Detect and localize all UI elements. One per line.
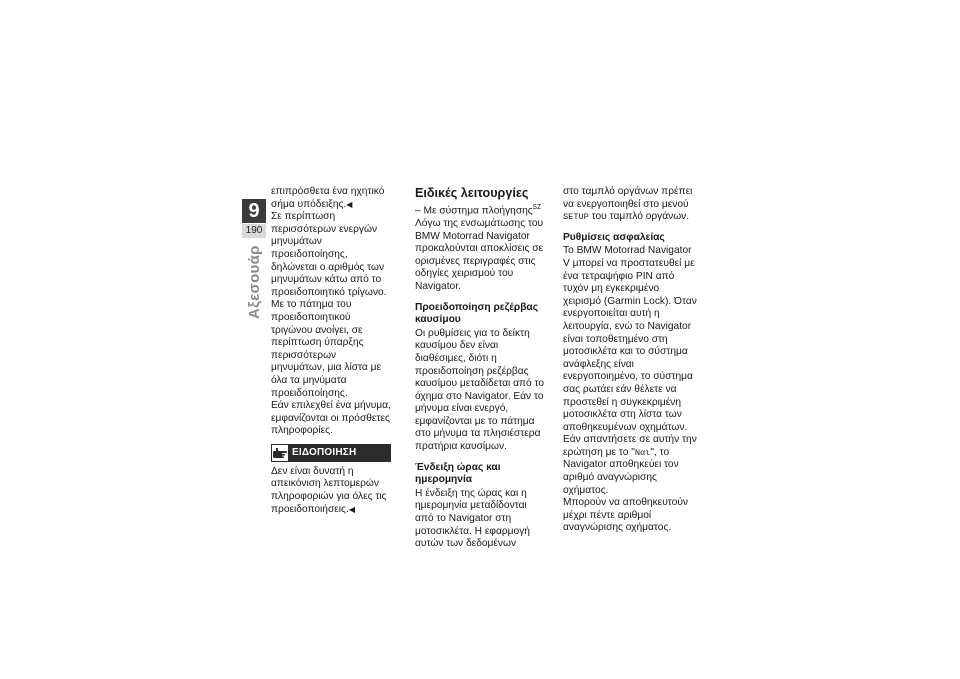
- column-1: [271, 186, 391, 516]
- heading-fuel-warning: Προειδοποίηση ρεζέρβας καυσίμου: [415, 301, 538, 326]
- column-2: [415, 186, 547, 551]
- end-mark: ◀: [348, 504, 355, 514]
- paragraph: Το BMW Motorrad Navigator V μπορεί να προστατευθεί με ένα τετραψήφιο PIN από τυχόν μη εγκεκριμένο χειρισμό (Garmin Lock). Όταν ενεργοποιείται αυτή η λειτουργία, ενώ το Navigator είναι τοποθετημένο στη μοτοσικλέτα και το σύστημα ανάφλεξης είναι ενεργοποιημένο, το σύστημα σας ρωτάει εάν θέλετε να προστεθεί η συγκεκριμένη μοτοσικλέτα στη λίστα των αποθηκευμένων οχημάτων. Εάν απαντήσετε σε αυτήν την ερώτηση με το "Ναι", το Navigator αποθηκεύει τον αριθμό αναγνώρισης οχήματος.: [563, 245, 697, 496]
- heading-safety-settings: Ρυθμίσεις ασφαλείας: [563, 231, 665, 243]
- paragraph: στο ταμπλό οργάνων πρέπει να ενεργοποιηθεί στο μενού SETUP του ταμπλό οργάνων.: [563, 186, 693, 223]
- heading-time-date: Ένδειξη ώρας και ημερομηνία: [415, 461, 501, 486]
- chapter-side-label: Αξεσουάρ: [246, 245, 263, 319]
- menu-name: SETUP: [563, 212, 589, 223]
- answer-yes: Ναι: [634, 447, 651, 458]
- notice-text: Δεν είναι δυνατή η απεικόνιση λεπτομερών πληροφοριών για όλες τις προειδοποιήσεις.◀: [271, 465, 387, 515]
- chapter-number: 9: [242, 199, 266, 223]
- paragraph: Η ένδειξη της ώρας και η ημερομηνία μεταδίδονται από το Navigator στη μοτοσικλέτα. Η εφαρμογή αυτών των δεδομένων: [415, 487, 530, 550]
- equipment-code: SZ: [532, 204, 542, 212]
- notice-title: ΕΙΔΟΠΟΙΗΣΗ: [292, 446, 357, 458]
- paragraph: Λόγω της ενσωμάτωσης του BMW Motorrad Navigator προκαλούνται αποκλίσεις σε ορισμένες περιγραφές στις οδηγίες χειρισμού του Navigator.: [415, 217, 544, 292]
- column-3: [563, 186, 697, 535]
- end-mark: ◀: [346, 199, 353, 209]
- hand-pointer-icon: [272, 445, 288, 461]
- section-subtitle: – Με σύστημα πλοήγησης$^{SZ}$: [415, 204, 542, 217]
- page-number: 190: [242, 224, 266, 238]
- paragraph: Μπορούν να αποθηκευτούν μέχρι πέντε αριθμοί αναγνώρισης οχήματος.: [563, 497, 688, 534]
- paragraph: Σε περίπτωση περισσότερων ενεργών μηνυμάτων προειδοποίησης, δηλώνεται ο αριθμός των μηνυμάτων κάτω από το προειδοποιητικό τρίγωνο.: [271, 211, 387, 298]
- chapter-marker: [242, 199, 266, 239]
- paragraph: Εάν επιλεχθεί ένα μήνυμα, εμφανίζονται οι πρόσθετες πληροφορίες.: [271, 400, 391, 437]
- section-title: Ειδικές λειτουργίες: [415, 186, 529, 200]
- paragraph: Με το πάτημα του προειδοποιητικού τριγώνου ανοίγει, σε περίπτωση ύπαρξης περισσότερων μηνυμάτων, μια λίστα με όλα τα μηνύματα προειδοποίησης.: [271, 299, 382, 399]
- paragraph: επιπρόσθετα ένα ηχητικό σήμα υπόδειξης.◀: [271, 186, 385, 210]
- paragraph: Οι ρυθμίσεις για το δείκτη καυσίμου δεν είναι διαθέσιμες, διότι η προειδοποίηση ρεζέρβας καυσίμου μεταδίδεται από το όχημα στο Navigator. Εάν το μήνυμα είναι ενεργό, εμφανίζονται με το πάτημα στο μήνυμα τα πλησιέστερα πρατήρια καυσίμων.: [415, 327, 545, 453]
- notice-bar: [271, 444, 391, 462]
